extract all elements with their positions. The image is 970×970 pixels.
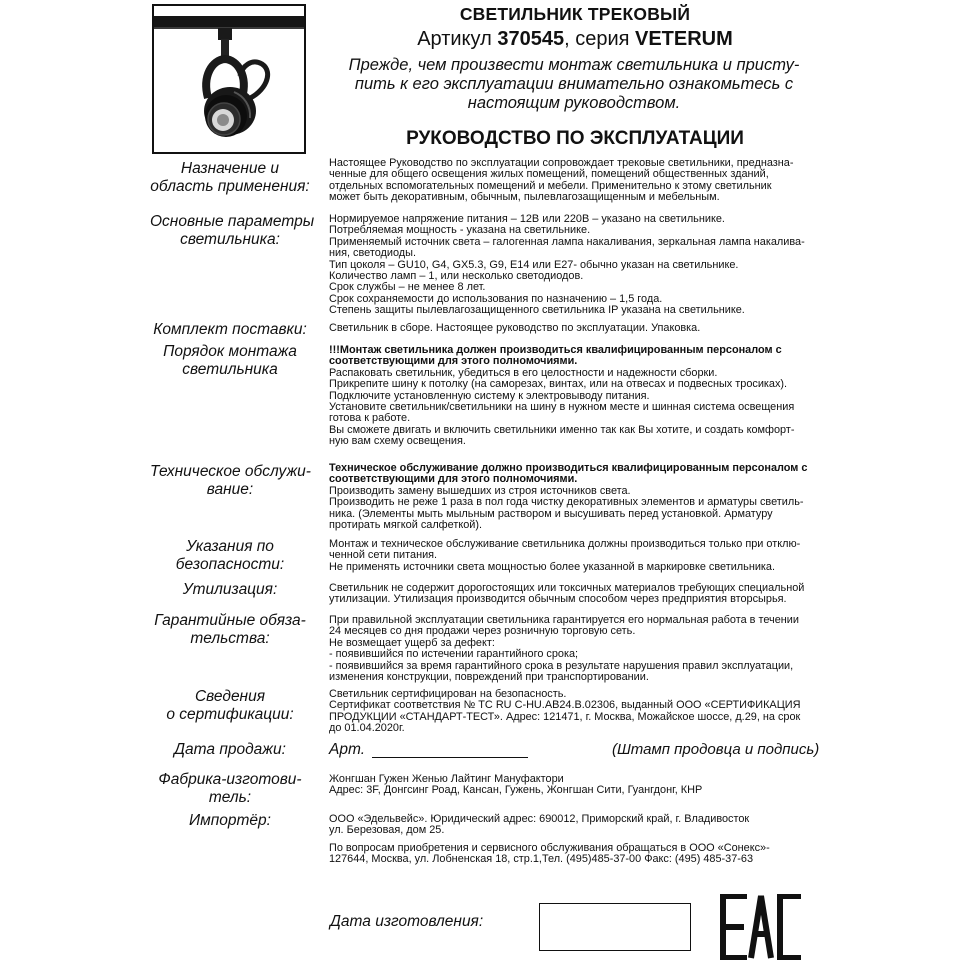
section-line: Адрес: 3F, Донгсинг Роад, Кансан, Гужень, Жонгшан Сити, Гуангдонг, КНР — [329, 784, 703, 797]
section-body — [329, 323, 809, 334]
section-body — [329, 539, 809, 573]
section-line: утилизации. Утилизация производится обычным способом через предприятия вторсырья. — [329, 593, 787, 606]
section-line: Срок службы – не менее 8 лет. — [329, 281, 486, 294]
product-image — [152, 4, 306, 154]
section-body — [329, 583, 809, 606]
section-label: Сведения о сертификации: — [166, 688, 294, 723]
section-line: Прикрепите шину к потолку (на саморезах, винтах, или на отвесах и подвесных тросиках). — [329, 378, 788, 391]
section-line: Светильник сертифицирован на безопасность. — [329, 688, 567, 700]
section-line: протирать мягкой салфеткой). — [329, 519, 482, 532]
section-line: Светильник не содержит дорогостоящих или токсичных материалов требующих специальной — [329, 582, 805, 594]
service-note — [329, 843, 809, 866]
section-label: Порядок монтажа светильника — [163, 343, 297, 378]
section-line: Распаковать светильник, убедиться в его целостности и надежности сборки. — [329, 366, 718, 379]
section-line: готова к работе. — [329, 412, 411, 425]
sale-article-label: Арт. — [329, 741, 366, 758]
section-line: Производить не реже 1 раза в пол года чистку декоративных элементов и арматуры светиль- — [329, 496, 804, 509]
section-body — [329, 158, 809, 204]
service-note-line: По вопросам приобретения и сервисного обслуживания обращаться в ООО «Сонекс»- — [329, 842, 770, 854]
section-line: Не возмещает ущерб за дефект: — [329, 636, 495, 649]
stamp-label: (Штамп продовца и подпись) — [612, 741, 820, 758]
section-line: Степень защиты пылевлагозащищенного светильника IP указана на светильнике. — [329, 304, 745, 317]
section-bold-line: соответствующими для этого полномочиями. — [329, 473, 578, 486]
section-line: изменения конструкции, повреждений при транспортировании. — [329, 671, 649, 684]
manual-title: РУКОВОДСТВО ПО ЭКСПЛУАТАЦИИ — [406, 128, 744, 149]
section-label: Техническое обслужи- вание: — [150, 463, 311, 498]
section-body — [329, 774, 809, 797]
section-label: Основные параметры светильника: — [150, 213, 315, 248]
section-bold-line: Техническое обслуживание должно производиться квалифицированным персоналом с — [329, 462, 808, 474]
section-line: - появившийся по истечении гарантийного срока; — [329, 648, 579, 661]
section-line: ную вам схему освещения. — [329, 435, 466, 448]
section-label: Фабрика-изготови- тель: — [158, 771, 302, 806]
warning-note: Прежде, чем произвести монтаж светильника и присту- пить к его эксплуатации внимательно ознакомьтесь с настоящим руководством. — [348, 56, 800, 112]
article-number: 370545 — [497, 28, 565, 50]
section-body — [329, 214, 809, 317]
article-line: Артикул 370545, серия VETERUM — [417, 28, 733, 50]
section-label: Комплект поставки: — [153, 321, 307, 338]
section-line: 24 месяцев со дня продажи через розничную торговую сеть. — [329, 625, 636, 638]
section-line: до 01.04.2020г. — [329, 722, 405, 735]
section-line: ул. Березовая, дом 25. — [329, 824, 445, 837]
section-body — [329, 814, 809, 837]
section-bold-line: !!!Монтаж светильника должен производиться квалифицированным персоналом с — [329, 344, 782, 356]
product-title: СВЕТИЛЬНИК ТРЕКОВЫЙ — [459, 4, 691, 24]
section-line: Не применять источники света мощностью более указанной в маркировке светильника. — [329, 560, 776, 573]
series-name: VETERUM — [635, 28, 733, 50]
section-body — [329, 615, 809, 683]
section-line: Применяемый источник света – галогенная лампа накаливания, зеркальная лампа накалива- — [329, 235, 805, 248]
eac-mark-icon — [720, 894, 802, 960]
section-line: Тип цоколя – GU10, G4, GX5.3, G9, E14 или E27- обычно указан на светильнике. — [329, 258, 739, 271]
section-label: Утилизация: — [182, 581, 278, 598]
section-line: ченной сети питания. — [329, 549, 438, 562]
section-line: Светильник в сборе. Настоящее руководство по эксплуатации. Упаковка. — [329, 322, 701, 334]
section-body — [329, 689, 809, 735]
section-label: Указания по безопасности: — [175, 538, 285, 573]
section-line: Подключите установленную систему к электровыводу питания. — [329, 389, 650, 402]
section-body — [329, 345, 809, 448]
section-line: - появившийся за время гарантийного срока в результате нарушения правил эксплуатации, — [329, 659, 794, 672]
section-line: ПРОДУКЦИИ «СТАНДАРТ-ТЕСТ». Адрес: 121471, г. Москва, Можайское шоссе, д.29, на срок — [329, 710, 801, 723]
section-line: Монтаж и техническое обслуживание светильника должны производиться только при отклю- — [329, 538, 801, 550]
track-spotlight-icon — [154, 6, 304, 152]
section-line: Количество ламп – 1, или несколько светодиодов. — [329, 270, 584, 283]
section-bold-line: соответствующими для этого полномочиями. — [329, 355, 578, 368]
section-line: Потребляемая мощность - указана на светильнике. — [329, 224, 591, 237]
section-body — [329, 463, 809, 531]
section-line: ника. (Элементы мыть мыльным раствором и высушивать перед установкой. Арматуру — [329, 507, 773, 520]
section-line: При правильной эксплуатации светильника гарантируется его нормальная работа в течении — [329, 614, 799, 626]
section-line: Жонгшан Гужен Женью Лайтинг Мануфактори — [329, 773, 564, 785]
section-line: Установите светильник/светильники на шину в нужном месте и шинная система освещения — [329, 401, 795, 414]
section-label: Назначение и область применения: — [150, 160, 310, 195]
section-line: Срок сохраняемости до использования по назначению – 1,5 года. — [329, 292, 663, 305]
service-note-line: 127644, Москва, ул. Лобненская 18, стр.1,Тел. (495)485-37-00 Факс: (495) 485-37-63 — [329, 853, 754, 866]
section-line: Вы сможете двигать и включить светильники именно так как Вы хотите, и создать комфорт- — [329, 423, 795, 436]
manufacture-date-label: Дата изготовления: — [330, 913, 484, 930]
section-line: Сертификат соответствия № ТС RU С-HU.АВ24.В.02306, выданный ООО «СЕРТИФИКАЦИЯ — [329, 699, 801, 712]
section-line: Нормируемое напряжение питания – 12В или 220В – указано на светильнике. — [329, 213, 725, 225]
section-line: ния, светодиоды. — [329, 247, 416, 260]
section-line: Производить замену вышедших из строя источников света. — [329, 484, 631, 497]
sale-article-line — [372, 757, 528, 758]
section-line: может быть декоративным, обычным, пылевлагозащищенным и мебельным. — [329, 191, 720, 204]
section-label: Гарантийные обяза- тельства: — [154, 612, 306, 647]
section-line: Настоящее Руководство по эксплуатации сопровождает трековые светильники, предназна- — [329, 157, 794, 169]
section-line: отдельных вспомогательных помещений и мебели. Применительно к этому светильник — [329, 179, 772, 192]
section-line: ченные для общего освещения жилых помещений, помещений общественных зданий, — [329, 168, 769, 181]
section-line: ООО «Эдельвейс». Юридический адрес: 690012, Приморский край, г. Владивосток — [329, 813, 750, 825]
section-label: Импортёр: — [189, 812, 271, 829]
manufacture-date-box — [539, 903, 691, 951]
section-label: Дата продажи: — [174, 741, 286, 758]
